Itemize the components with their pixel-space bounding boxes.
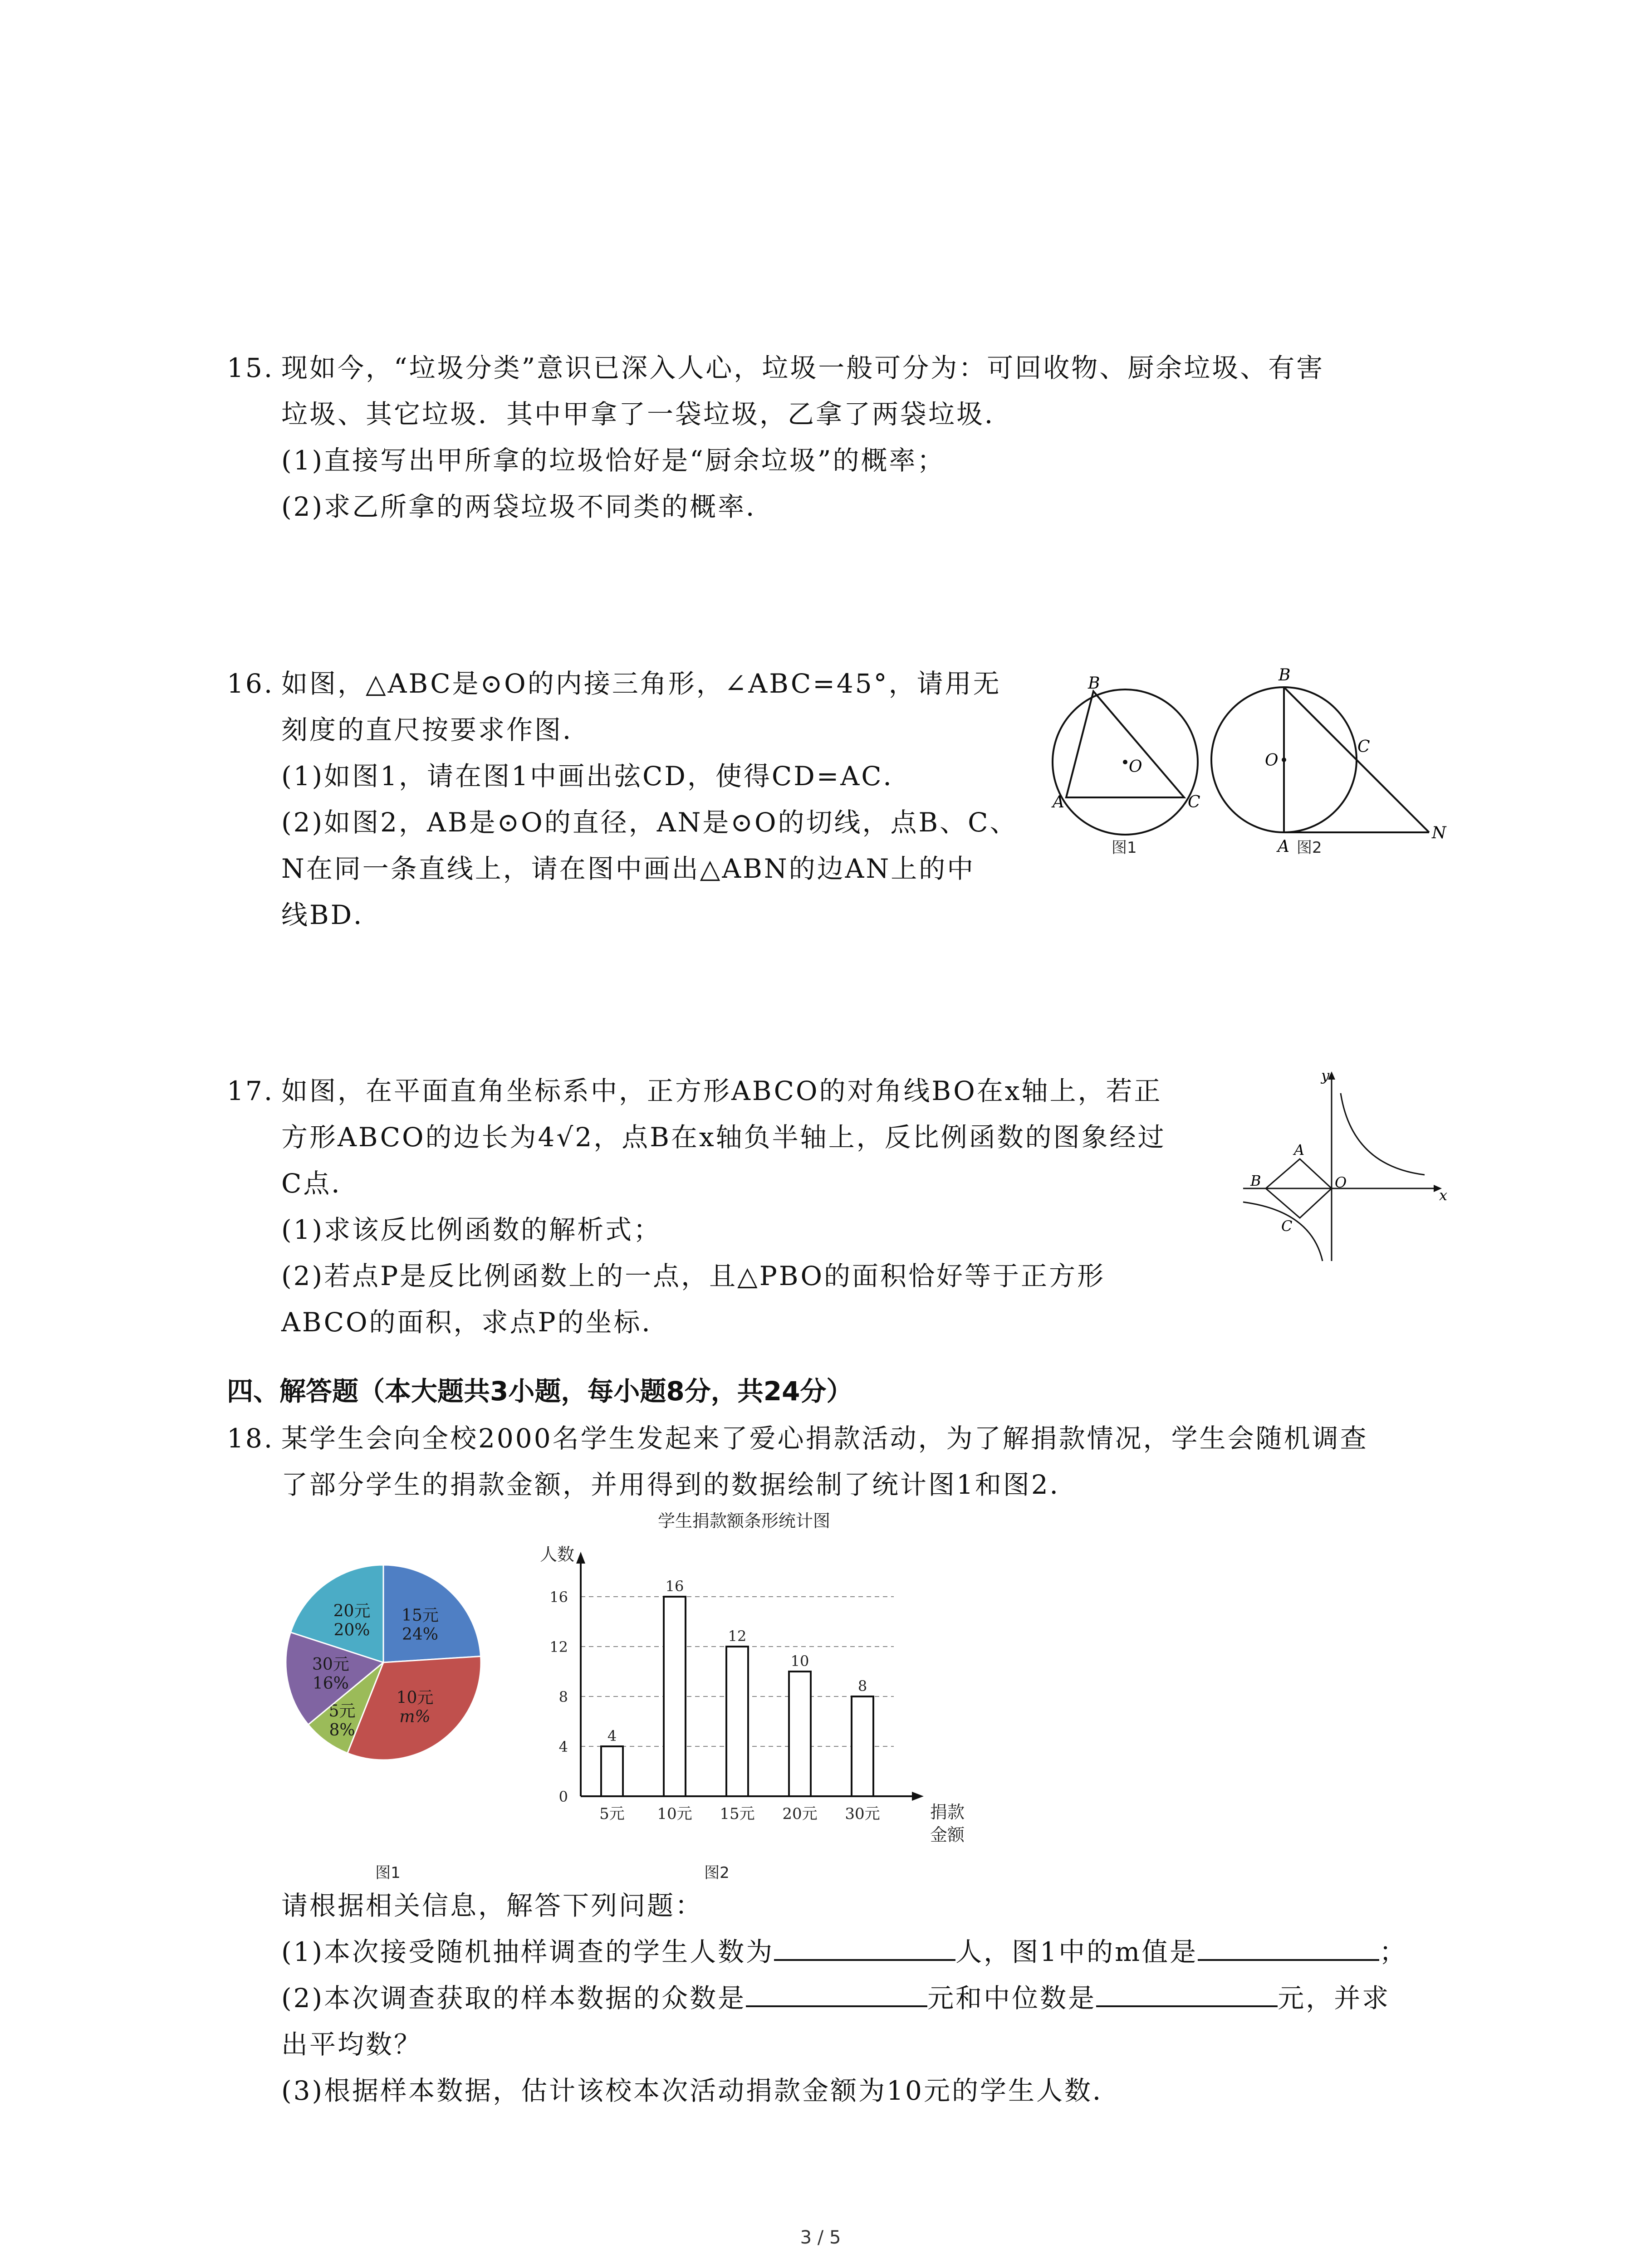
- x-axis-arrow: [912, 1792, 924, 1801]
- center-point: [1282, 758, 1286, 762]
- answer-blank-3[interactable]: [746, 1978, 927, 2007]
- question-text-line: 如图，△ABC是⊙O的内接三角形，∠ABC=45°，请用无: [281, 668, 1001, 699]
- question-text-line: C点．: [281, 1168, 360, 1199]
- x-tick-label: 10元: [657, 1805, 692, 1823]
- question-number: 16.: [227, 668, 274, 699]
- instruction-text: 请根据相关信息，解答下列问题：: [281, 1890, 704, 1921]
- chart-title: 学生捐款额条形统计图: [657, 1511, 831, 1531]
- figure-caption: 图2: [1297, 839, 1322, 857]
- pie-slice-percent: m%: [399, 1707, 431, 1726]
- q17-figure: [1234, 1066, 1452, 1266]
- pie-slice-label: 15元: [402, 1606, 439, 1625]
- y-tick-label: 12: [549, 1638, 568, 1656]
- triangle-abc: [1066, 691, 1184, 797]
- question-number: 18.: [227, 1423, 274, 1454]
- sub-question-2: (2)求乙所拿的两袋垃圾不同类的概率．: [281, 491, 774, 522]
- q16-figure-1: [1030, 653, 1220, 871]
- y-tick-label: 16: [549, 1589, 568, 1606]
- y-axis-label: 人数: [540, 1545, 575, 1564]
- y-axis-arrow: [576, 1552, 585, 1564]
- label-b: B: [1088, 674, 1100, 693]
- sub-question-1: [281, 1929, 1506, 1975]
- hyperbola-upper: [1341, 1093, 1425, 1175]
- question-number: 15.: [227, 352, 274, 383]
- question-text-line: 垃圾、其它垃圾．其中甲拿了一袋垃圾，乙拿了两袋垃圾．: [281, 399, 1013, 430]
- sub-question-1-text-a: (1)本次接受随机抽样调查的学生人数为: [281, 1936, 774, 1967]
- question-text-line: 刻度的直尺按要求作图．: [281, 714, 591, 745]
- y-tick-label: 8: [558, 1688, 568, 1706]
- bar: [726, 1647, 748, 1796]
- data-label: 8: [857, 1677, 867, 1695]
- label-a: A: [1294, 1141, 1305, 1158]
- question-number: 17.: [227, 1075, 274, 1106]
- sub-question-2-text-a: (2)本次调查获取的样本数据的众数是: [281, 1983, 746, 2014]
- label-c: C: [1357, 738, 1370, 756]
- question-text-line: 某学生会向全校2000名学生发起来了爱心捐款活动，为了解捐款情况，学生会随机调查: [281, 1423, 1368, 1454]
- x-tick-label: 20元: [782, 1805, 818, 1823]
- pie-slice-percent: 20%: [333, 1621, 370, 1640]
- sub-question-2: (2)如图2，AB是⊙O的直径，AN是⊙O的切线，点B、C、: [281, 807, 1018, 838]
- figure-caption: 图1: [375, 1864, 401, 1882]
- section-heading: 四、解答题（本大题共3小题，每小题8分，共24分）: [227, 1376, 853, 1407]
- label-y: y: [1321, 1067, 1330, 1084]
- label-b: B: [1250, 1172, 1261, 1189]
- label-o: O: [1129, 758, 1142, 776]
- question-text-line: 现如今，“垃圾分类”意识已深入人心，垃圾一般可分为：可回收物、厨余垃圾、有害: [281, 352, 1325, 383]
- answer-blank-2[interactable]: [1198, 1932, 1379, 1961]
- question-text-line: 了部分学生的捐款金额，并用得到的数据绘制了统计图1和图2．: [281, 1469, 1078, 1500]
- bar-chart: [522, 1510, 965, 1892]
- pie-slice-label: 30元: [312, 1655, 349, 1674]
- label-c: C: [1188, 793, 1200, 811]
- sub-question-1: (1)如图1，请在图1中画出弦CD，使得CD=AC．: [281, 761, 911, 792]
- sub-question-1-text-b: 人，图1中的m值是: [955, 1936, 1198, 1967]
- data-label: 4: [607, 1727, 617, 1745]
- data-label: 16: [665, 1578, 684, 1595]
- question-18-parts: [281, 1882, 1506, 2114]
- page-number: 3 / 5: [800, 2227, 841, 2248]
- label-a: A: [1278, 837, 1289, 856]
- question-16: [227, 660, 1089, 938]
- question-18: [227, 1415, 1497, 1508]
- pie-slice-percent: 16%: [312, 1674, 349, 1693]
- y-tick-label: 4: [558, 1738, 568, 1755]
- question-text-line: 如图，在平面直角坐标系中，正方形ABCO的对角线BO在x轴上，若正: [281, 1075, 1162, 1106]
- label-o: O: [1335, 1174, 1347, 1191]
- x-tick-label: 5元: [599, 1805, 625, 1823]
- pie-chart: [272, 1560, 508, 1887]
- question-17: [227, 1068, 1225, 1345]
- q16-figure-2: [1202, 649, 1456, 871]
- sub-question-3: (3)根据样本数据，估计该校本次活动捐款金额为10元的学生人数．: [281, 2075, 1121, 2106]
- label-x: x: [1439, 1187, 1448, 1204]
- pie-slice-percent: 24%: [402, 1625, 438, 1644]
- sub-question-2-text-c: 元，并求: [1278, 1983, 1391, 2014]
- bar: [664, 1597, 686, 1796]
- figure-caption: 图2: [704, 1864, 730, 1882]
- pie-slice-percent: 8%: [329, 1721, 355, 1740]
- sub-question-1-text-c: ；: [1379, 1936, 1408, 1967]
- sub-question-2: (2)若点P是反比例函数上的一点，且△PBO的面积恰好等于正方形: [281, 1261, 1106, 1291]
- center-point: [1123, 760, 1127, 764]
- data-label: 12: [728, 1628, 747, 1645]
- question-text-line: ABCO的面积，求点P的坐标．: [281, 1307, 670, 1338]
- bar: [789, 1672, 811, 1796]
- figure-caption: 图1: [1112, 839, 1137, 857]
- answer-blank-4[interactable]: [1096, 1978, 1278, 2007]
- answer-blank-1[interactable]: [774, 1932, 955, 1961]
- label-a: A: [1053, 793, 1064, 811]
- label-n: N: [1432, 824, 1446, 842]
- y-tick-label: 0: [558, 1788, 568, 1805]
- data-label: 10: [790, 1652, 809, 1670]
- label-c: C: [1281, 1217, 1293, 1235]
- sub-question-1: (1)直接写出甲所拿的垃圾恰好是“厨余垃圾”的概率；: [281, 445, 945, 476]
- question-text-line: N在同一条直线上，请在图中画出△ABN的边AN上的中: [281, 853, 975, 884]
- question-15: [227, 345, 1452, 530]
- sub-question-2-continued: 出平均数？: [281, 2029, 422, 2060]
- label-b: B: [1279, 666, 1291, 684]
- question-text-line: 方形ABCO的边长为4√2，点B在x轴负半轴上，反比例函数的图象经过: [281, 1122, 1166, 1153]
- pie-slice-label: 20元: [333, 1602, 371, 1621]
- sub-question-2: [281, 1975, 1506, 2021]
- bar: [601, 1746, 623, 1796]
- pie-slice-label: 5元: [328, 1702, 356, 1721]
- sub-question-2-text-b: 元和中位数是: [927, 1983, 1097, 2014]
- label-o: O: [1265, 751, 1279, 770]
- x-tick-label: 30元: [845, 1805, 880, 1823]
- pie-slice-label: 10元: [396, 1688, 434, 1707]
- line-bn: [1284, 687, 1429, 832]
- x-tick-label: 15元: [720, 1805, 755, 1823]
- x-axis-label: 捐款金额: [930, 1802, 965, 1845]
- bar: [852, 1696, 873, 1796]
- question-text-line: 线BD．: [281, 899, 382, 930]
- sub-question-1: (1)求该反比例函数的解析式；: [281, 1214, 662, 1245]
